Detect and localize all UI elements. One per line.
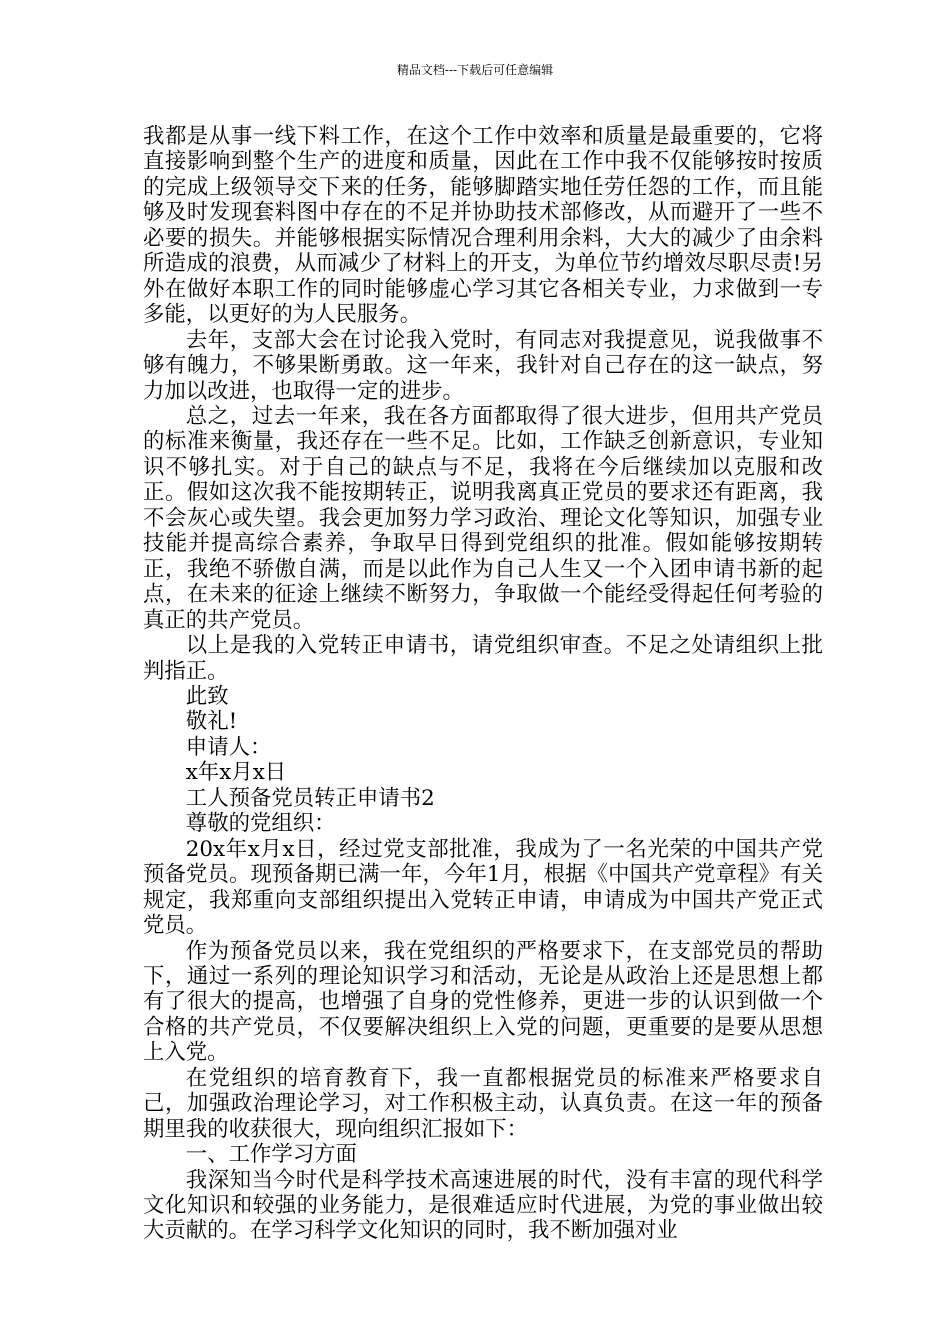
paragraph: 以上是我的入党转正申请书，请党组织审查。不足之处请组织上批判指正。 (143, 633, 823, 684)
paragraph: x年x月x日 (185, 760, 287, 786)
paragraph: 20x年x月x日，经过党支部批准，我成为了一名光荣的中国共产党预备党员。现预备期已满一年，今年1月，根据《中国共产党章程》有关规定，我郑重向支部组织提出入党转正申请，申请成为中国共产党正式党员。 (143, 836, 823, 939)
paragraph: 总之，过去一年来，我在各方面都取得了很大进步，但用共产党员的标准来衡量，我还存在一些不足。比如，工作缺乏创新意识，专业知识不够扎实。对于自己的缺点与不足，我将在今后继续加以克服和改正。假如这次我不能按期转正，说明我离真正党员的要求还有距离，我不会灰心或失望。我会更加努力学习政治、理论文化等知识，加强专业技能并提高综合素养，争取早日得到党组织的批准。假如能够按期转正，我绝不骄傲自满，而是以此作为自己人生又一个入团申请书新的起点，在未来的征途上继续不断努力，争取做一个能经受得起任何考验的真正的共产党员。 (143, 403, 823, 633)
document-body (143, 124, 823, 1244)
paragraph: 我深知当今时代是科学技术高速进展的时代，没有丰富的现代科学文化知识和较强的业务能力，是很难适应时代进展，为党的事业做出较大贡献的。在学习科学文化知识的同时，我不断加强对业 (143, 1167, 823, 1244)
paragraph: 申请人： (185, 734, 272, 760)
paragraph: 尊敬的党组织： (185, 811, 336, 837)
paragraph: 一、工作学习方面 (185, 1142, 357, 1168)
paragraph: 此致 (185, 683, 229, 709)
paragraph: 去年，支部大会在讨论我入党时，有同志对我提意见，说我做事不够有魄力，不够果断勇敢。这一年来，我针对自己存在的这一缺点，努力加以改进，也取得一定的进步。 (143, 327, 823, 404)
paragraph: 工人预备党员转正申请书2 (185, 785, 435, 811)
paragraph: 我都是从事一线下料工作，在这个工作中效率和质量是最重要的，它将直接影响到整个生产的进度和质量，因此在工作中我不仅能够按时按质的完成上级领导交下来的任务，能够脚踏实地任劳任怨的工作，而且能够及时发现套料图中存在的不足并协助技术部修改，从而避开了一些不必要的损失。并能够根据实际情况合理利用余料，大大的减少了由余料所造成的浪费，从而减少了材料上的开支，为单位节约增效尽职尽责!另外在做好本职工作的同时能够虚心学习其它各相关专业，力求做到一专多能，以更好的为人民服务。 (143, 124, 823, 328)
page-header: 精品文档---下载后可任意编辑 (396, 63, 554, 77)
paragraph: 在党组织的培育教育下，我一直都根据党员的标准来严格要求自己，加强政治理论学习，对工作积极主动，认真负责。在这一年的预备期里我的收获很大，现向组织汇报如下： (143, 1065, 823, 1142)
paragraph: 作为预备党员以来，我在党组织的严格要求下，在支部党员的帮助下，通过一系列的理论知识学习和活动，无论是从政治上还是思想上都有了很大的提高，也增强了自身的党性修养，更进一步的认识到做一个合格的共产党员，不仅要解决组织上入党的问题，更重要的是要从思想上入党。 (143, 938, 823, 1066)
paragraph: 敬礼! (185, 709, 238, 735)
